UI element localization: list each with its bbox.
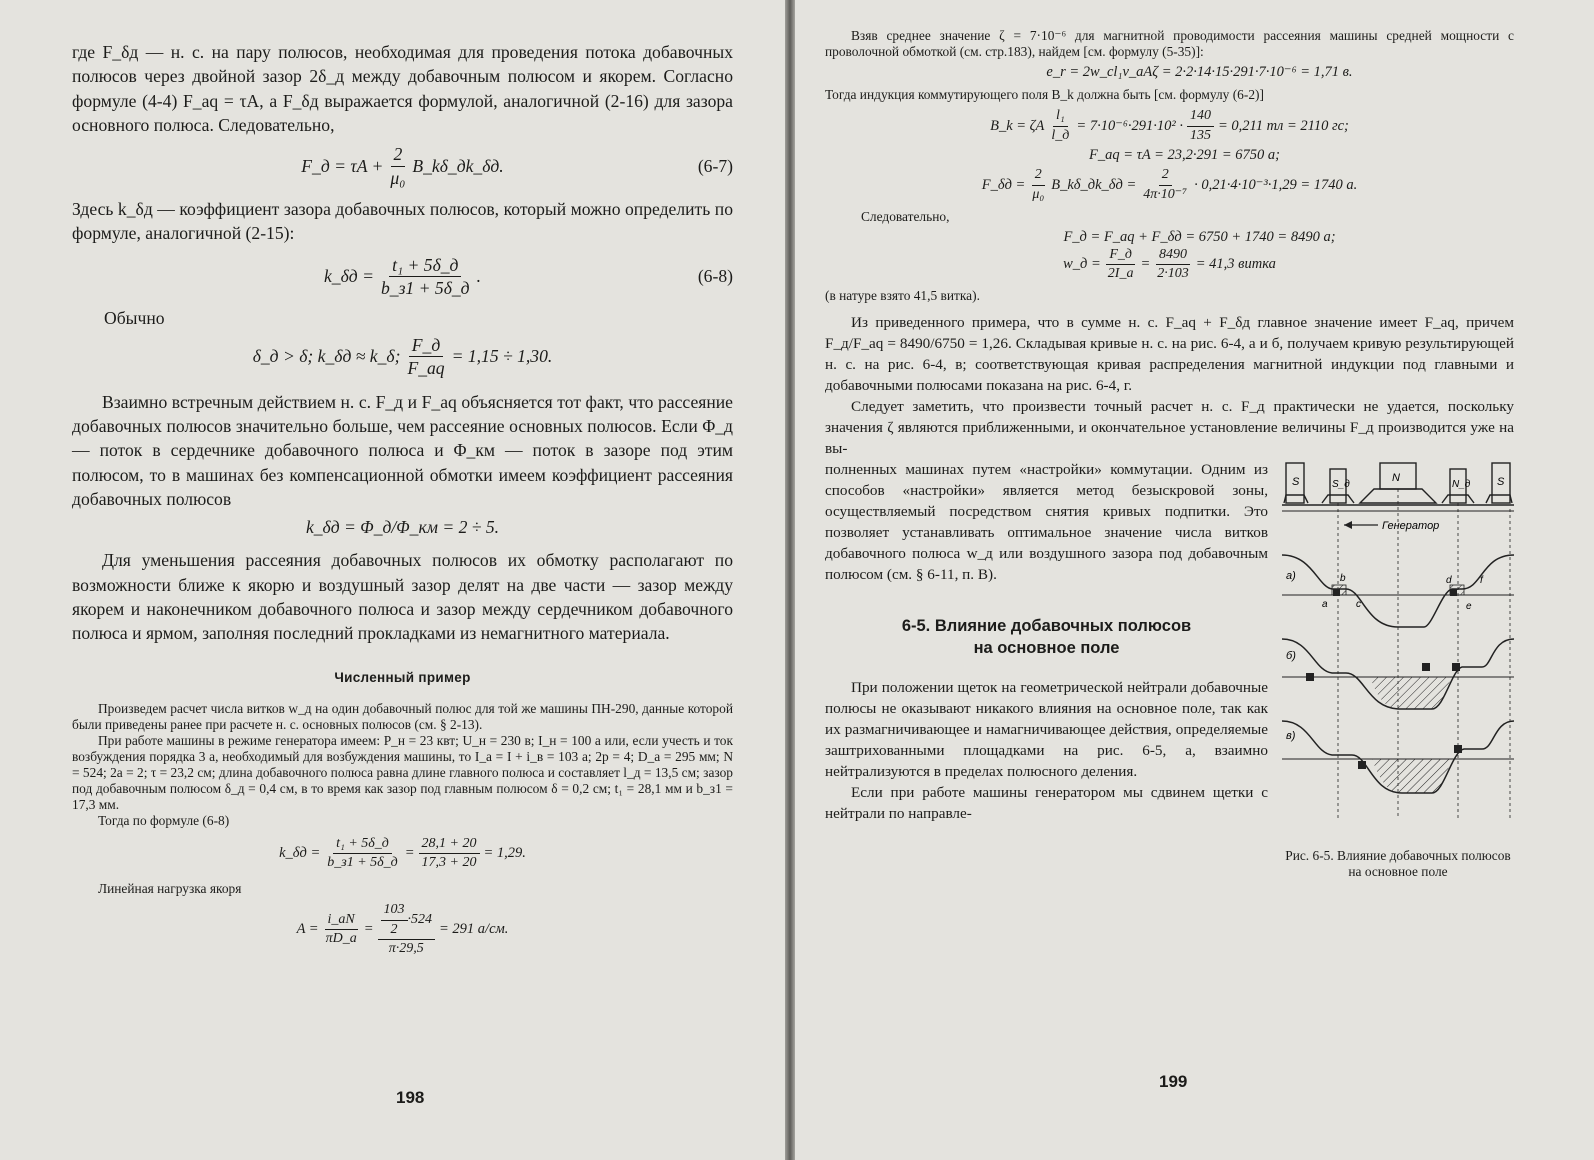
example-heading: Численный пример (334, 669, 471, 685)
paragraph: Взаимно встречным действием н. с. F_д и F_aq объясняется тот факт, что рассеяние добавочных полюсов значительно больше, чем рассеяние основных полюсов. Если Φ_д — поток в сердечнике добавочного полюса и Φ_км — поток в зазоре под этим полюсом, то в машинах без компенсационной обмотки имеем коэффициент рассеяния добавочных полюсов (72, 391, 733, 510)
row-label: б) (1286, 650, 1296, 663)
equation-Fd: F_δд = $\frac{2}{\text{μ₀}}$ B_kδ_дk_δд = $\frac{2}{\text{4π·10⁻⁷}}$ · 0,21·4·10⁻³·1,29 = 1740 а. (981, 167, 1358, 203)
pole-label: N_д (1452, 479, 1471, 491)
paragraph: Если при работе машины генератором мы сдвинем щетки с нейтрали по направле- (825, 784, 1268, 823)
small-paragraph: При работе машины в режиме генератора имеем: P_н = 23 квт; U_н = 230 в; I_н = 100 а или, если учесть и ток возбуждения порядка 3 а, необходимый для возбуждения машины, то I_a = I + i_в = 103 а; 2p = 4; D_a = 295 мм; N = 524; 2a = 2; τ = 23,2 см; длина добавочного полюса равна длине главного полюса и составляет l_д = 13,5 см; зазор под добавочным полюсом δ_д = 0,4 см, в то время как зазор под главным полюсом δ = 0,2 см; t₁ = 28,1 мм и b_з1 = 17,3 мм. (72, 732, 733, 812)
equation-6-7 (72, 145, 733, 187)
paragraph: где F_δд — н. с. на пару полюсов, необходимая для проведения потока добавочных полюсов через двойной зазор 2δ_д между добавочным полюсом и якорем. Согласно формуле (4-4) F_aq = τA, а F_δд выражается формулой, аналогичной (2-16) для зазора основного полюса. Следовательно, (72, 42, 733, 135)
equation-sum: F_д = F_aq + F_δд = 6750 + 1740 = 8490 а; (1063, 228, 1336, 245)
usually-label: Обычно (104, 307, 165, 328)
book-gutter (785, 0, 795, 1160)
small-paragraph: Линейная нагрузка якоря (98, 880, 242, 896)
row-label: a) (1286, 570, 1296, 583)
right-page (795, 0, 1594, 1160)
equation-number: (6-8) (697, 266, 733, 287)
small-paragraph: (в натуре взято 41,5 витка). (825, 288, 980, 304)
section-heading: 6-5. Влияние добавочных полюсов на основное поле (901, 617, 1192, 658)
paragraph: Здесь k_δд — коэффициент зазора добавочных полюсов, который можно определить по формуле, аналогичной (2-15): (72, 199, 733, 244)
point-label: f (1480, 575, 1483, 587)
small-paragraph: Тогда индукция коммутирующего поля B_k должна быть [см. формулу (6-2)] (825, 87, 1264, 102)
equation-k-calc: k_δд = $\frac{\text{t₁ + 5δ\_д}}{b\_з1 + 5\delta\_д}$ = $\frac{28,1 + 20}{17,3 + 20}$ = 1,29. (279, 835, 526, 871)
equation-er: e_r = 2w_cl₁v_aAζ = 2·2·14·15·291·7·10⁻⁶ = 1,71 в. (1046, 64, 1353, 80)
point-label: b (1340, 573, 1346, 585)
small-paragraph: Следовательно, (861, 208, 950, 224)
point-label: d (1446, 575, 1452, 587)
equation-number: (6-7) (697, 155, 733, 176)
fraction: $\frac{2}{\text{μ₀}}$ (390, 144, 406, 188)
paragraph: Для уменьшения рассеяния добавочных полюсов их обмотку располагают по возможности ближе к якорю и воздушный зазор делят на две части — зазор между якорем и наконечником добавочного полюса и зазор между сердечником добавочного полюса и ярмом, заполняя последний прокладками из немагнитного материала. (72, 550, 733, 644)
eq-lhs: F_д = τA + (301, 155, 384, 176)
equation-A: A = $\frac{i\_aN}{\pi D\_a}$ = $\frac{103}{2}$ ·524 π·29,5 = 291 а/см. (296, 901, 509, 957)
left-page (0, 0, 785, 1160)
point-label: c (1356, 599, 1361, 611)
equation-scattering: k_δд = Φ_д/Φ_км = 2 ÷ 5. (305, 517, 500, 538)
pole-label: S (1292, 476, 1300, 489)
paragraph: При положении щеток на геометрической нейтрали добавочные полюсы не оказывают никакого влияния на основное поле, так как их размагничивающее и намагничивающее действия, определяемые заштрихованными площадками на рис. 6-5, а, взаимно нейтрализуются в пределах полюсного деления. (825, 679, 1268, 781)
equation-usual: δ_д > δ; k_δд ≈ k_δ; $\frac{F\_д}{F\_aq}$ = 1,15 ÷ 1,30. (252, 334, 553, 379)
figure-6-5 (1282, 459, 1514, 880)
paragraph: полненных машинах путем «настройки» коммутации. Одним из способов «настройки» является метод безыскровой зоны, осуществляемый посредством снятия кривых подпитки. Это позволяет устанавливать оптимальное значение числа витков добавочного полюса w_д или воздушного зазора под добавочным полюсом (см. § 6-11, п. В). (825, 461, 1268, 584)
page-number: 198 (396, 1088, 425, 1107)
small-paragraph: Произведем расчет числа витков w_д на один добавочный полюс для той же машины ПН-290, данные которой были приведены ранее при расчете н. с. основных полюсов (см. § 2-13). (72, 700, 733, 732)
text-with-figure (825, 459, 1514, 880)
equation-w: w_д = $\frac{F\_д}{2I\_a}$ = $\frac{8490}{2\cdot 103}$ = 41,3 витка (1063, 246, 1276, 282)
paragraph: Из приведенного примера, что в сумме н. с. F_aq + F_δд главное значение имеет F_aq, причем F_д/F_aq = 8490/6750 = 1,26. Складывая кривые н. с. на рис. 6-4, а и б, получаем кривую результирующей н. с. на рис. 6-4, в; соответствующая кривая распределения магнитной индукции под главными и добавочными полюсами показана на рис. 6-4, г. (825, 314, 1514, 395)
paragraph: Следует заметить, что произвести точный расчет н. с. F_д практически не удается, поскольку значения ζ являются приближенными, и окончательное установление величины F_д производится уже на вы- (825, 398, 1514, 458)
equation-Faq: F_aq = τA = 23,2·291 = 6750 а; (1089, 147, 1280, 164)
equation-Bk: B_k = ζA $\frac{\text{l₁}}{l\_д}$ = 7·10⁻⁶·291·10² · $\frac{140}{135}$ = 0,211 тл = 2110 гс; (990, 108, 1349, 143)
small-paragraph: Взяв среднее значение ζ = 7·10⁻⁶ для магнитной проводимости рассеяния машины средней мощности с проволочной обмоткой (см. стр.183), найдем [см. формулу (5-35)]: (825, 28, 1514, 59)
pole-label: S_д (1332, 479, 1350, 491)
figure-caption: Рис. 6-5. Влияние добавочных полюсов на основное поле (1285, 848, 1511, 880)
generator-label: Генератор (1382, 520, 1440, 533)
equation-6-8: k_δд = $\frac{\text{t₁ + 5δ\_д}}{b\_з1 + 5\delta\_д}$ . (6-8) (324, 254, 733, 299)
point-label: e (1466, 601, 1472, 613)
pole-field-diagram (1282, 459, 1514, 839)
pole-label: S (1497, 476, 1505, 489)
row-label: в) (1286, 730, 1296, 743)
eq-rhs: B_kδ_дk_δд. (412, 155, 504, 176)
small-paragraph: Тогда по формуле (6-8) (98, 812, 230, 828)
page-number: 199 (1159, 1072, 1188, 1091)
point-label: a (1322, 599, 1328, 611)
pole-label: N (1392, 472, 1400, 485)
wrapped-column (825, 459, 1282, 824)
